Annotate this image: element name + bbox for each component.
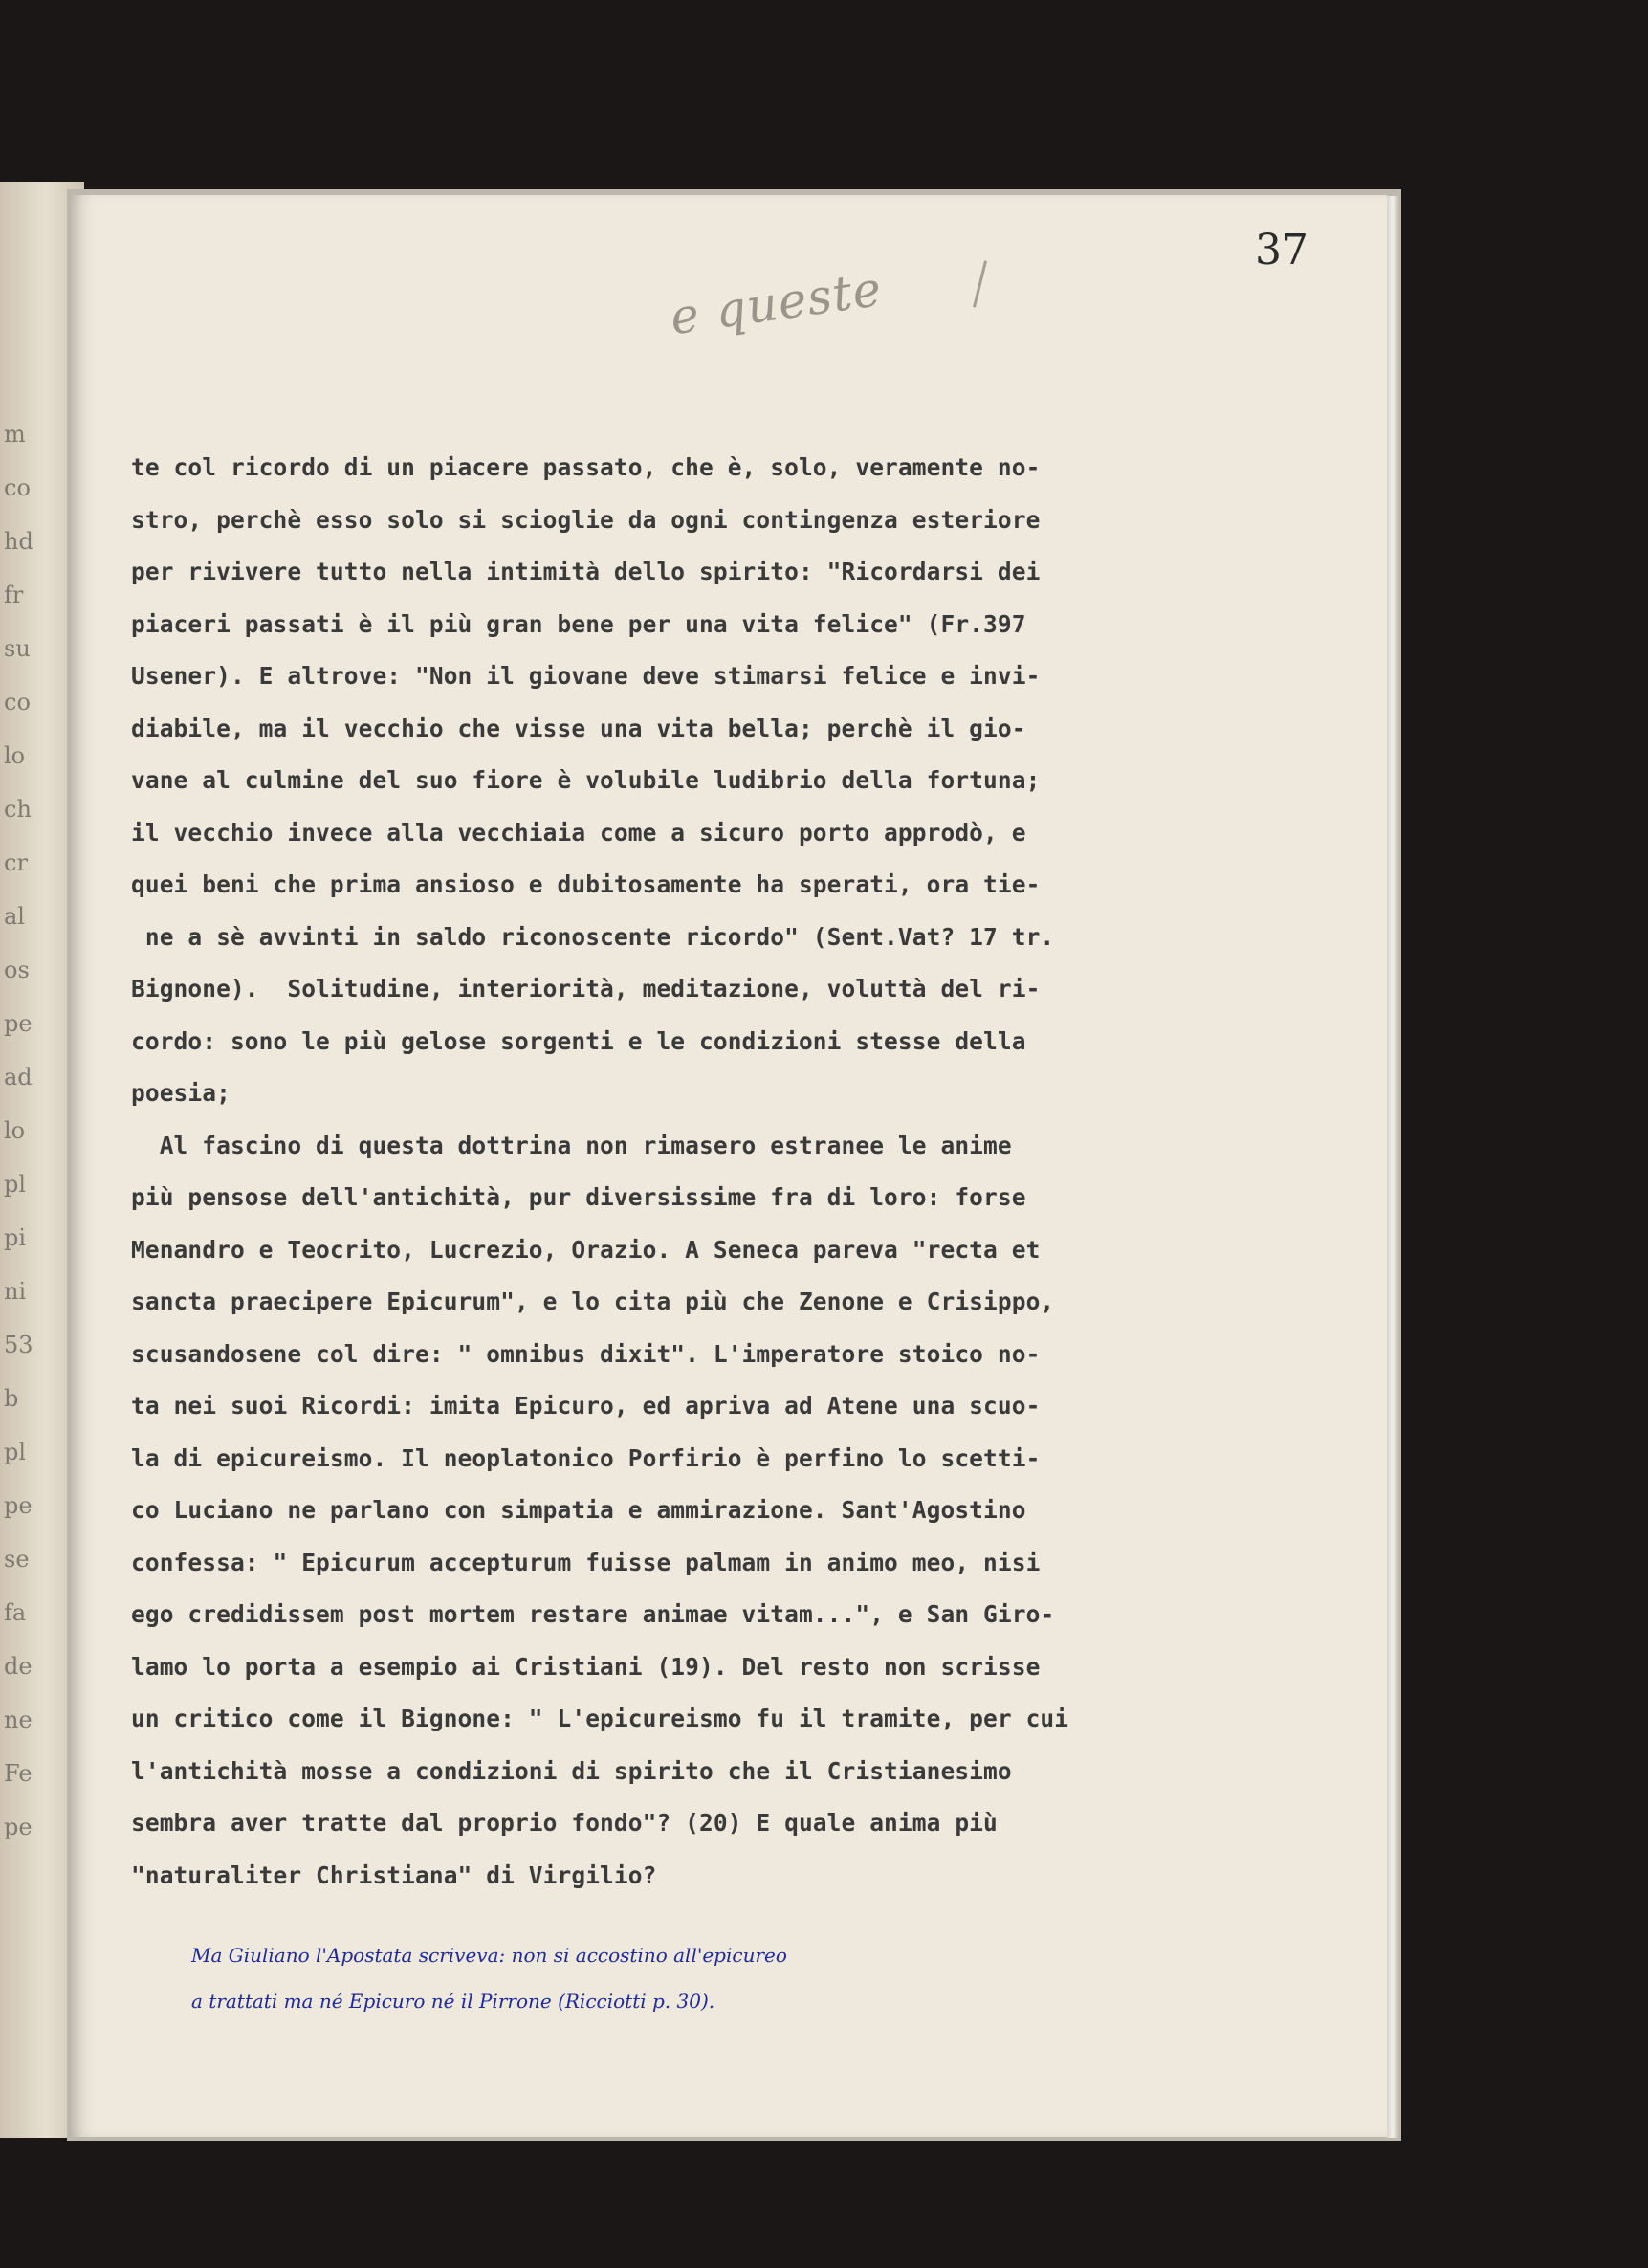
facing-page-fragment: b: [4, 1385, 19, 1412]
page-number: 37: [1255, 226, 1308, 275]
text-line: poesia;: [131, 1079, 231, 1107]
text-line: diabile, ma il vecchio che visse una vita bella; perchè il gio-: [131, 714, 1026, 742]
text-line: la di epicureismo. Il neoplatonico Porfirio è perfino lo scetti-: [131, 1443, 1041, 1472]
facing-page-fragment: pe: [4, 1010, 33, 1037]
facing-page-fragment: de: [4, 1653, 33, 1680]
text-line: confessa: " Epicurum accepturum fuisse palmam in animo meo, nisi: [131, 1548, 1041, 1576]
facing-page-fragment: su: [4, 635, 31, 662]
page-edge: [1387, 196, 1398, 2138]
facing-page-fragment: pe: [4, 1814, 33, 1840]
handwritten-note-line-1: Ma Giuliano l'Apostata scriveva: non si accostino all'epicureo: [191, 1944, 787, 1967]
text-line: sancta praecipere Epicurum", e lo cita più che Zenone e Crisippo,: [131, 1288, 1055, 1315]
facing-page-fragment: cr: [4, 849, 28, 876]
facing-page-fragment: pl: [4, 1171, 27, 1198]
facing-page-fragment: se: [4, 1546, 30, 1573]
text-line: il vecchio invece alla vecchiaia come a sicuro porto approdò, e: [131, 818, 1026, 847]
typed-text-body: [131, 442, 1317, 1902]
text-line: per rivivere tutto nella intimità dello spirito: "Ricordarsi dei: [131, 558, 1041, 585]
text-line: più pensose dell'antichità, pur diversissime fra di loro: forse: [131, 1183, 1026, 1211]
facing-page-fragment: ni: [4, 1278, 27, 1305]
text-line: "naturaliter Christiana" di Virgilio?: [131, 1861, 657, 1889]
text-line: quei beni che prima ansioso e dubitosamente ha sperati, ora tie-: [131, 870, 1041, 898]
facing-page-fragment: ne: [4, 1707, 33, 1733]
text-line: Bignone). Solitudine, interiorità, meditazione, voluttà del ri-: [131, 975, 1041, 1002]
facing-page-fragment: lo: [4, 1117, 26, 1144]
text-line: piaceri passati è il più gran bene per una vita felice" (Fr.397: [131, 609, 1026, 638]
text-line: ego credidissem post mortem restare animae vitam...", e San Giro-: [131, 1600, 1055, 1628]
facing-page-fragment: ad: [4, 1064, 33, 1090]
pencil-annotation: e queste: [667, 260, 886, 346]
text-line: co Luciano ne parlano con simpatia e ammirazione. Sant'Agostino: [131, 1496, 1026, 1524]
text-line: ta nei suoi Ricordi: imita Epicuro, ed apriva ad Atene una scuo-: [131, 1392, 1041, 1420]
text-line: Usener). E altrove: "Non il giovane deve stimarsi felice e invi-: [131, 662, 1041, 690]
facing-page-fragment: os: [4, 957, 30, 983]
text-line: te col ricordo di un piacere passato, che è, solo, veramente no-: [131, 453, 1041, 481]
text-line: stro, perchè esso solo si scioglie da ogni contingenza esteriore: [131, 505, 1041, 534]
text-line: l'antichità mosse a condizioni di spirito che il Cristianesimo: [131, 1756, 1012, 1785]
facing-page-fragment: lo: [4, 742, 26, 769]
facing-page-fragment: pi: [4, 1224, 27, 1251]
facing-page-fragment: m: [4, 421, 26, 448]
facing-page-fragment: ch: [4, 796, 32, 823]
facing-page-fragment: co: [4, 474, 31, 501]
facing-page-fragment: fr: [4, 582, 24, 608]
text-line: vane al culmine del suo fiore è volubile ludibrio della fortuna;: [131, 766, 1041, 794]
facing-page-fragment: fa: [4, 1599, 27, 1626]
facing-page-fragment: hd: [4, 528, 33, 555]
facing-page-fragment: Fe: [4, 1760, 33, 1787]
text-line: cordo: sono le più gelose sorgenti e le condizioni stesse della: [131, 1026, 1026, 1055]
text-line: Menandro e Teocrito, Lucrezio, Orazio. A Seneca pareva "recta et: [131, 1235, 1041, 1264]
text-line: un critico come il Bignone: " L'epicureismo fu il tramite, per cui: [131, 1705, 1069, 1732]
facing-page-fragment: 53: [4, 1332, 33, 1358]
facing-page-fragment: al: [4, 903, 25, 930]
facing-page-fragment: co: [4, 689, 31, 716]
text-line: lamo lo porta a esempio ai Cristiani (19). Del resto non scrisse: [131, 1652, 1041, 1681]
text-line: Al fascino di questa dottrina non rimasero estranee le anime: [131, 1131, 1012, 1159]
facing-page-fragment: pl: [4, 1439, 27, 1465]
text-line: scusandosene col dire: " omnibus dixit". L'imperatore stoico no-: [131, 1339, 1041, 1368]
text-line: sembra aver tratte dal proprio fondo"? (20) E quale anima più: [131, 1809, 998, 1837]
text-line: ne a sè avvinti in saldo riconoscente ricordo" (Sent.Vat? 17 tr.: [131, 922, 1055, 951]
handwritten-note-line-2: a trattati ma né Epicuro né il Pirrone (Ricciotti p. 30).: [191, 1990, 715, 2013]
facing-page-fragment: pe: [4, 1492, 33, 1519]
